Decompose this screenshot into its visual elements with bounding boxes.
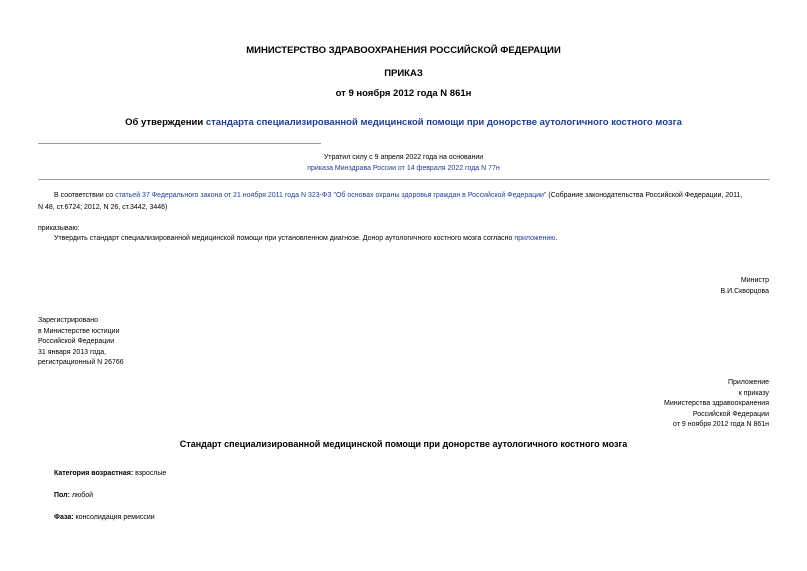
law-link[interactable]: статьей 37 Федерального закона от 21 ноября 2011 года N 323-ФЗ "Об основах охраны здоровья граждан в Российской Федерации" xyxy=(115,192,547,199)
status-line: Утратил силу с 9 апреля 2022 года на основании xyxy=(323,154,484,161)
signature-name: В.И.Скворцова xyxy=(720,288,769,295)
appendix-line: Российской Федерации xyxy=(692,410,769,418)
registration-line: 31 января 2013 года, xyxy=(38,348,107,356)
registration-line: Зарегистрировано xyxy=(38,317,98,324)
appendix-line: от 9 ноября 2012 года N 861н xyxy=(673,421,769,428)
doc-date-number: от 9 ноября 2012 года N 861н xyxy=(335,88,472,99)
preamble-line2: N 48, ст.6724; 2012, N 26, ст.3442, 3446) xyxy=(38,204,168,211)
field-value: любой xyxy=(69,492,94,499)
prikazyvayu: приказываю: xyxy=(38,225,80,232)
document-title xyxy=(0,117,807,128)
field-label: Фаза: xyxy=(54,514,74,521)
divider-short xyxy=(38,143,321,144)
field-label: Пол: xyxy=(54,492,70,499)
appendix-line: к приказу xyxy=(738,389,769,397)
preamble-line1 xyxy=(54,191,742,202)
appendix-line: Приложение xyxy=(727,379,769,386)
field-phase xyxy=(54,513,155,524)
signature-role: Министр xyxy=(740,277,769,284)
registration-line: в Министерстве юстиции xyxy=(38,327,120,335)
preamble-lead: В соответствии со xyxy=(54,192,116,199)
title-prefix: Об утверждении xyxy=(125,117,206,128)
ministry-heading: МИНИСТЕРСТВО ЗДРАВООХРАНЕНИЯ РОССИЙСКОЙ ФЕДЕРАЦИИ xyxy=(246,45,561,56)
preamble-rest: (Собрание законодательства Российской Федерации, 2011, xyxy=(546,192,743,199)
order-text xyxy=(54,234,557,245)
appendix-link[interactable]: приложению xyxy=(514,235,556,242)
field-value: взрослые xyxy=(133,470,167,477)
registration-line: регистрационный N 26766 xyxy=(38,359,124,366)
doc-type-heading: ПРИКАЗ xyxy=(384,68,423,79)
appendix-block xyxy=(664,378,769,431)
registration-block xyxy=(38,316,124,369)
status-link[interactable]: приказа Минздрава России от 14 февраля 2022 года N 77н xyxy=(307,165,500,172)
order-body: Утвердить стандарт специализированной медицинской помощи при установленном диагнозе. Донор аутологичного костного мозга согласно xyxy=(54,235,515,242)
title-link[interactable]: стандарта специализированной медицинской помощи при донорстве аутологичного костного мозга xyxy=(205,117,682,128)
field-age xyxy=(54,469,166,480)
field-label: Категория возрастная: xyxy=(54,470,134,477)
field-sex xyxy=(54,491,93,502)
field-value: консолидация ремиссии xyxy=(73,514,155,521)
order-end: . xyxy=(555,235,558,242)
appendix-line: Министерства здравоохранения xyxy=(664,400,769,407)
registration-line: Российской Федерации xyxy=(38,338,115,345)
divider-long xyxy=(38,179,770,180)
standard-title: Стандарт специализированной медицинской помощи при донорстве аутологичного костного мозга xyxy=(179,439,628,449)
